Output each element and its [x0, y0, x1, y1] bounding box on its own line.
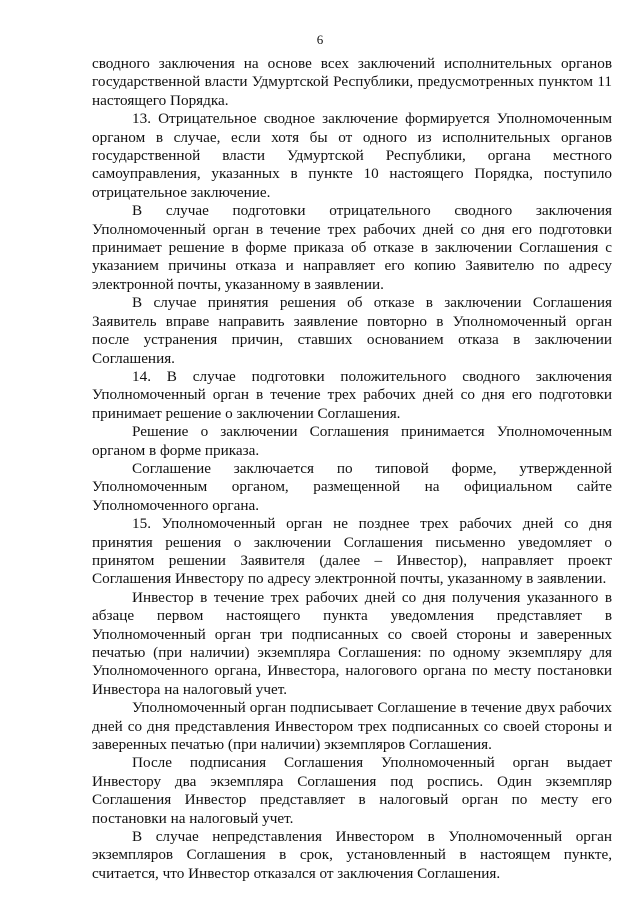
paragraph-15-issue: После подписания Соглашения Уполномоченный орган выдает Инвестору два экземпляра Соглашения под роспись. Один экземпляр Соглашения Инвестор представляет в налоговый орган по месту его постановки на налоговый учет. — [92, 754, 612, 827]
paragraph-15-signing: Уполномоченный орган подписывает Соглашение в течение двух рабочих дней со дня представления Инвестором трех подписанных со своей стороны и заверенных печатью (при наличии) экземпляров Соглашения. — [92, 699, 612, 754]
paragraph-14-standard-form: Соглашение заключается по типовой форме, утвержденной Уполномоченным органом, размещенной на официальном сайте Уполномоченного органа. — [92, 459, 612, 514]
paragraph-13: 13. Отрицательное сводное заключение формируется Уполномоченным органом в случае, если хотя бы от одного из исполнительных органов государственной власти Удмуртской Республики, органа местного самоуправления, указанных в пункте 10 настоящего Порядка, поступило отрицательное заключение. — [92, 110, 612, 201]
document-body — [92, 55, 612, 883]
paragraph-13-refusal: В случае принятия решения об отказе в заключении Соглашения Заявитель вправе направить заявление повторно в Уполномоченный орган после устранения причин, ставших основанием отказа в заключении Соглашения. — [92, 294, 612, 367]
paragraph-13-negative-conclusion: В случае подготовки отрицательного сводного заключения Уполномоченный орган в течение трех рабочих дней со дня его подготовки принимает решение в форме приказа об отказе в заключении Соглашения с указанием причины отказа и направляет его копию Заявителю по адресу электронной почты, указанному в заявлении. — [92, 202, 612, 293]
paragraph-15-nonsubmission: В случае непредставления Инвестором в Уполномоченный орган экземпляров Соглашения в срок, установленный в настоящем пункте, считается, что Инвестор отказался от заключения Соглашения. — [92, 828, 612, 882]
paragraph-14-decision-form: Решение о заключении Соглашения принимается Уполномоченным органом в форме приказа. — [92, 423, 612, 459]
paragraph-15-investor-copies: Инвестор в течение трех рабочих дней со дня получения указанного в абзаце первом настоящего пункта уведомления представляет в Уполномоченный орган три подписанных со своей стороны и заверенных печатью (при наличии) экземпляра Соглашения: по одному экземпляру для Уполномоченного органа, Инвестора, налогового органа по месту постановки Инвестора на налоговый учет. — [92, 588, 612, 698]
page-number: 6 — [316, 32, 324, 47]
paragraph-continuation: сводного заключения на основе всех заключений исполнительных органов государственной власти Удмуртской Республики, предусмотренных пунктом 11 настоящего Порядка. — [92, 55, 612, 109]
paragraph-14: 14. В случае подготовки положительного сводного заключения Уполномоченный орган в течение трех рабочих дней со дня его подготовки принимает решение о заключении Соглашения. — [92, 367, 612, 422]
paragraph-15: 15. Уполномоченный орган не позднее трех рабочих дней со дня принятия решения о заключении Соглашения письменно уведомляет о принятом решении Заявителя (далее – Инвестор), направляет проект Соглашения Инвестору по адресу электронной почты, указанному в заявлении. — [92, 515, 612, 588]
